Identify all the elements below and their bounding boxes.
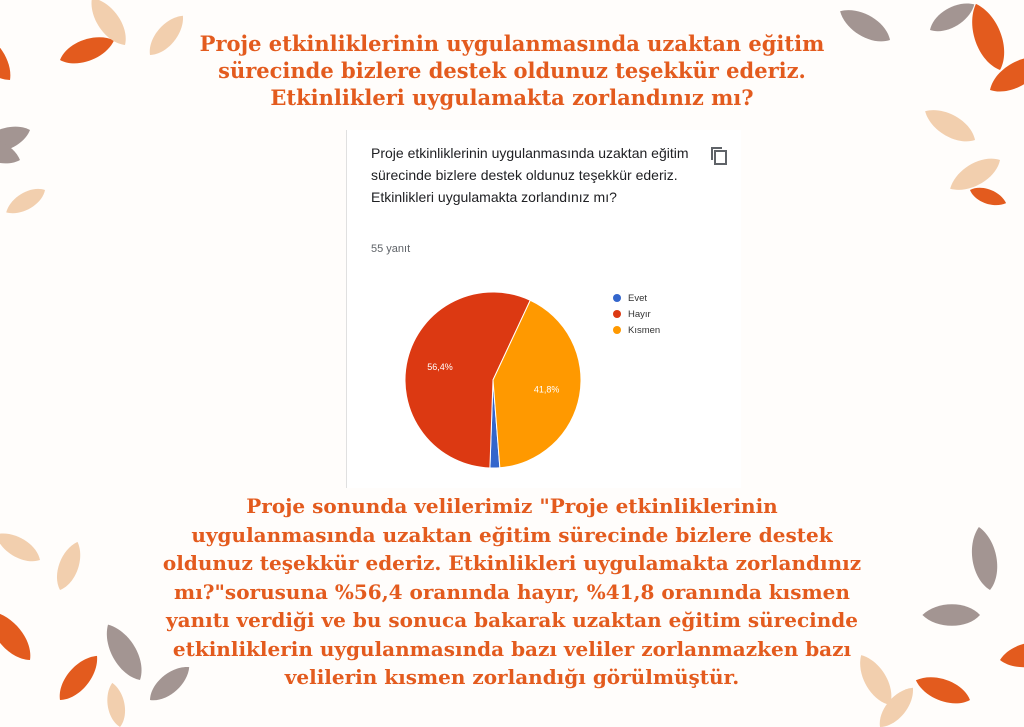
pie-label-kısmen: 41,8%	[533, 384, 560, 395]
legend-swatch	[613, 294, 621, 302]
page-headline: Proje etkinliklerinin uygulanmasında uzaktan eğitim sürecinde bizlere destek oldunuz teşekkür ederiz. Etkinlikleri uygulamakta zorlandınız mı?	[199, 31, 825, 110]
response-count: 55 yanıt	[371, 243, 411, 255]
legend-swatch	[613, 326, 621, 334]
legend-swatch	[613, 310, 621, 318]
legend-item-hayır	[613, 306, 660, 322]
legend-item-evet	[613, 290, 660, 306]
legend-label: Hayır	[628, 308, 651, 320]
pie-label-hayır: 56,4%	[427, 362, 453, 373]
summary-text: Proje sonunda velilerimiz "Proje etkinliklerinin uygulanmasında uzaktan eğitim sürecinde bizlere destek oldunuz teşekkür ederiz. Etkinlikleri uygulamakta zorlandınız mı?"sorusuna %56,4 oranında hayır, %41,8 oranında kısmen yanıtı verdiği ve bu sonuca bakarak uzaktan eğitim sürecinde etkinliklerin uygulanmasında bazı veliler zorlanmazken bazı velilerin kısmen zorlandığı görülmüştür.	[162, 494, 862, 689]
question-text: Proje etkinliklerinin uygulanmasında uzaktan eğitim sürecinde bizlere destek oldunuz teşekkür ederiz. Etkinlikleri uygulamakta zorlandınız mı?	[371, 145, 689, 205]
legend-label: Evet	[628, 292, 648, 304]
legend-label: Kısmen	[628, 324, 661, 336]
legend-item-kısmen	[613, 322, 660, 338]
form-summary-card	[346, 130, 741, 488]
chart-legend	[613, 290, 660, 338]
pie-chart	[347, 130, 741, 488]
